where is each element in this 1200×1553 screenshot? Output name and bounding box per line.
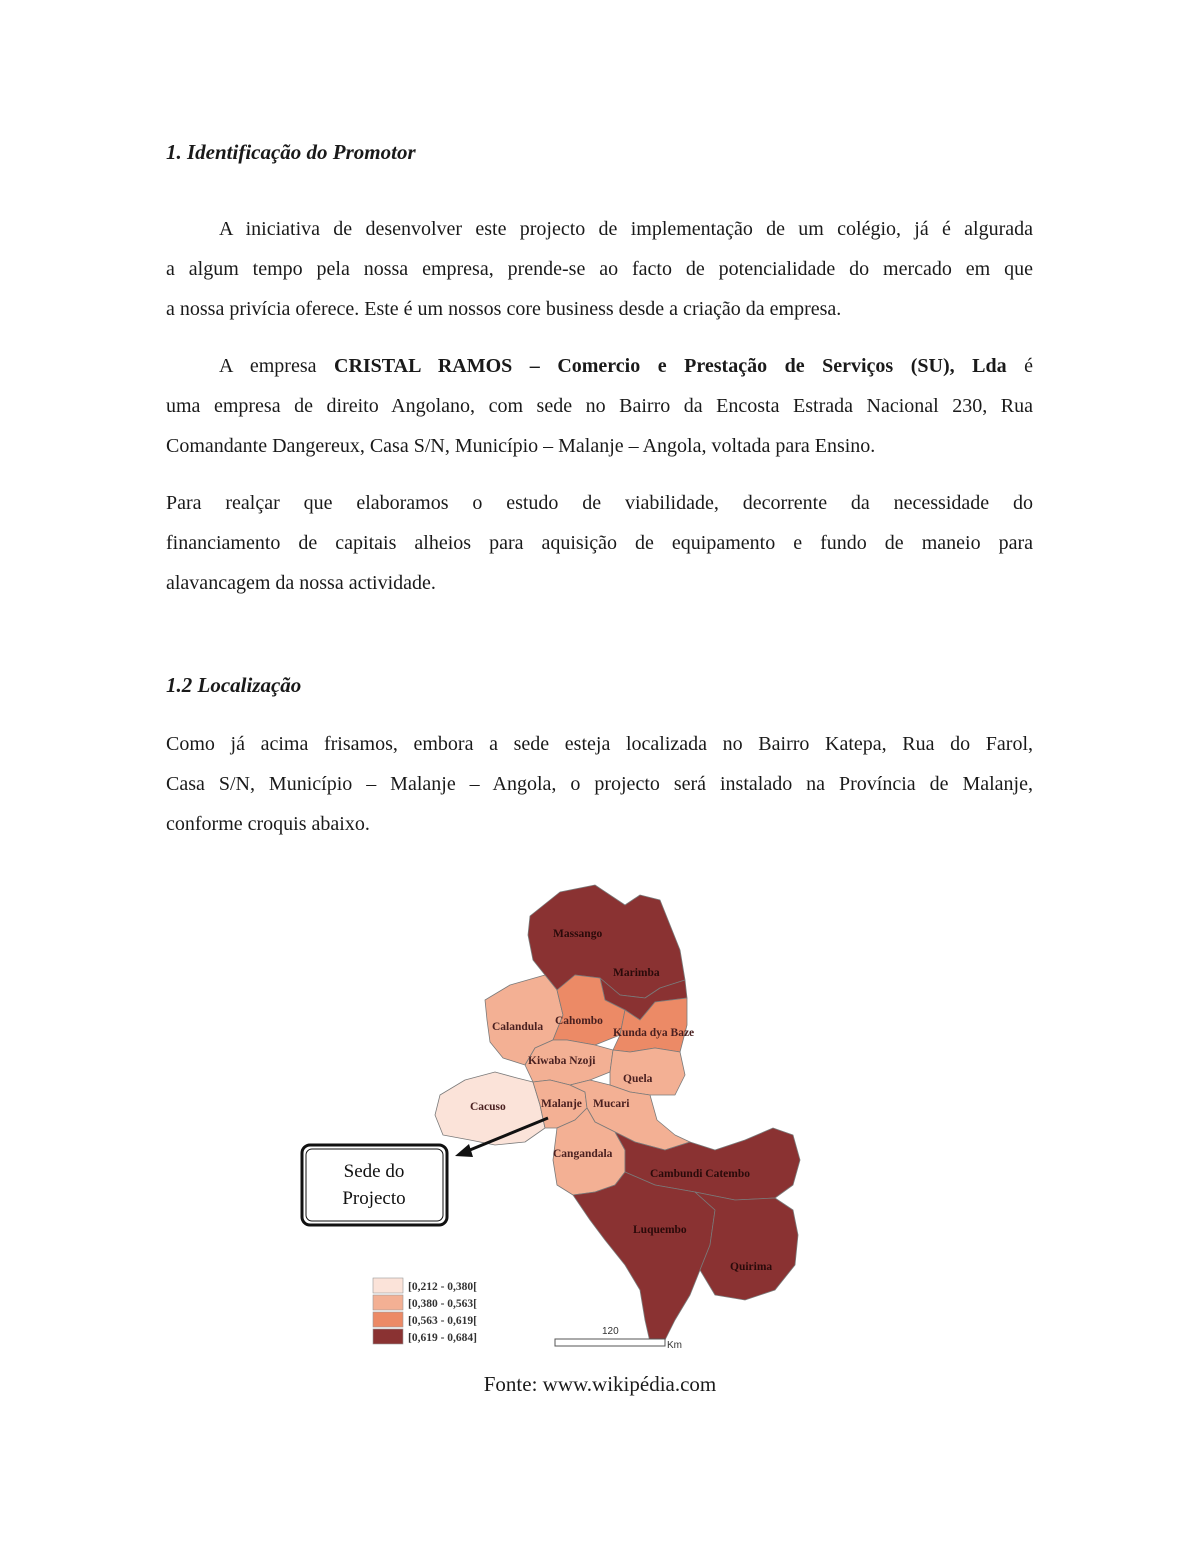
region-massango bbox=[528, 885, 685, 998]
paragraph-iniciativa bbox=[166, 209, 1033, 329]
text-line: Comandante Dangereux, Casa S/N, Município – Malanje – Angola, voltada para Ensino. bbox=[166, 435, 876, 457]
text-line: a nossa privícia oferece. Este é um nossos core business desde a criação da empresa. bbox=[166, 298, 842, 320]
label-kiwaba: Kiwaba Nzoji bbox=[528, 1055, 596, 1067]
text-line: Para realçar que elaboramos o estudo de viabilidade, decorrente da necessidade do bbox=[166, 492, 1033, 514]
map-legend bbox=[373, 1278, 477, 1344]
text-line bbox=[166, 346, 1033, 386]
label-luquembo: Luquembo bbox=[633, 1224, 687, 1236]
paragraph-estudo bbox=[166, 483, 1033, 603]
section-heading-identificacao: 1. Identificação do Promotor bbox=[166, 140, 416, 164]
paragraph-localizacao bbox=[166, 724, 1033, 844]
text-line: a algum tempo pela nossa empresa, prende-se ao facto de potencialidade do mercado em que bbox=[166, 258, 1033, 280]
label-quirima: Quirima bbox=[730, 1261, 773, 1273]
legend-swatch bbox=[373, 1329, 403, 1344]
label-mucari: Mucari bbox=[593, 1098, 630, 1110]
label-quela: Quela bbox=[623, 1073, 653, 1085]
text-fragment: A empresa bbox=[219, 355, 334, 377]
text-line: conforme croquis abaixo. bbox=[166, 813, 370, 835]
text-line: financiamento de capitais alheios para aquisição de equipamento e fundo de maneio para bbox=[166, 532, 1033, 554]
legend-swatch bbox=[373, 1312, 403, 1327]
label-massango: Massango bbox=[553, 928, 603, 940]
malanje-map bbox=[295, 880, 815, 1355]
text-line: Casa S/N, Município – Malanje – Angola, o projecto será instalado na Província de Malanje, bbox=[166, 773, 1033, 795]
legend-label: [0,212 - 0,380[ bbox=[408, 1281, 477, 1293]
legend-label: [0,563 - 0,619[ bbox=[408, 1315, 477, 1327]
label-marimba: Marimba bbox=[613, 967, 660, 979]
section-heading-localizacao: 1.2 Localização bbox=[166, 673, 302, 697]
text-line: Como já acima frisamos, embora a sede esteja localizada no Bairro Katepa, Rua do Farol, bbox=[166, 733, 1033, 755]
callout-line-1: Sede do bbox=[343, 1161, 405, 1182]
malanje-map-figure bbox=[295, 880, 815, 1355]
scale-value: 120 bbox=[602, 1326, 619, 1337]
label-cacuso: Cacuso bbox=[470, 1101, 506, 1113]
label-cahombo: Cahombo bbox=[555, 1015, 603, 1027]
text-line: A iniciativa de desenvolver este projecto de implementação de um colégio, já é algurada bbox=[219, 218, 1033, 240]
scale-bar bbox=[555, 1339, 665, 1346]
figure-caption: Fonte: www.wikipédia.com bbox=[483, 1372, 717, 1396]
callout-box bbox=[302, 1145, 447, 1225]
label-malanje: Malanje bbox=[541, 1098, 582, 1110]
label-kunda: Kunda dya Baze bbox=[613, 1027, 695, 1039]
text-line: alavancagem da nossa actividade. bbox=[166, 572, 436, 594]
label-calandula: Calandula bbox=[492, 1021, 544, 1033]
legend-swatch bbox=[373, 1278, 403, 1293]
label-cangandala: Cangandala bbox=[553, 1148, 613, 1160]
legend-label: [0,619 - 0,684] bbox=[408, 1332, 477, 1344]
region-quela bbox=[610, 1048, 685, 1095]
region-luquembo bbox=[573, 1172, 715, 1342]
label-cambundi: Cambundi Catembo bbox=[650, 1168, 751, 1180]
arrow-head-icon bbox=[455, 1144, 473, 1157]
legend-label: [0,380 - 0,563[ bbox=[408, 1298, 477, 1310]
paragraph-empresa bbox=[166, 346, 1033, 466]
text-fragment: é bbox=[1006, 355, 1033, 377]
scale-unit: Km bbox=[667, 1340, 682, 1351]
callout-line-2: Projecto bbox=[342, 1188, 406, 1209]
text-line: uma empresa de direito Angolano, com sede no Bairro da Encosta Estrada Nacional 230, Rua bbox=[166, 395, 1033, 417]
legend-swatch bbox=[373, 1295, 403, 1310]
company-name: CRISTAL RAMOS – Comercio e Prestação de Serviços (SU), Lda bbox=[334, 355, 1007, 377]
